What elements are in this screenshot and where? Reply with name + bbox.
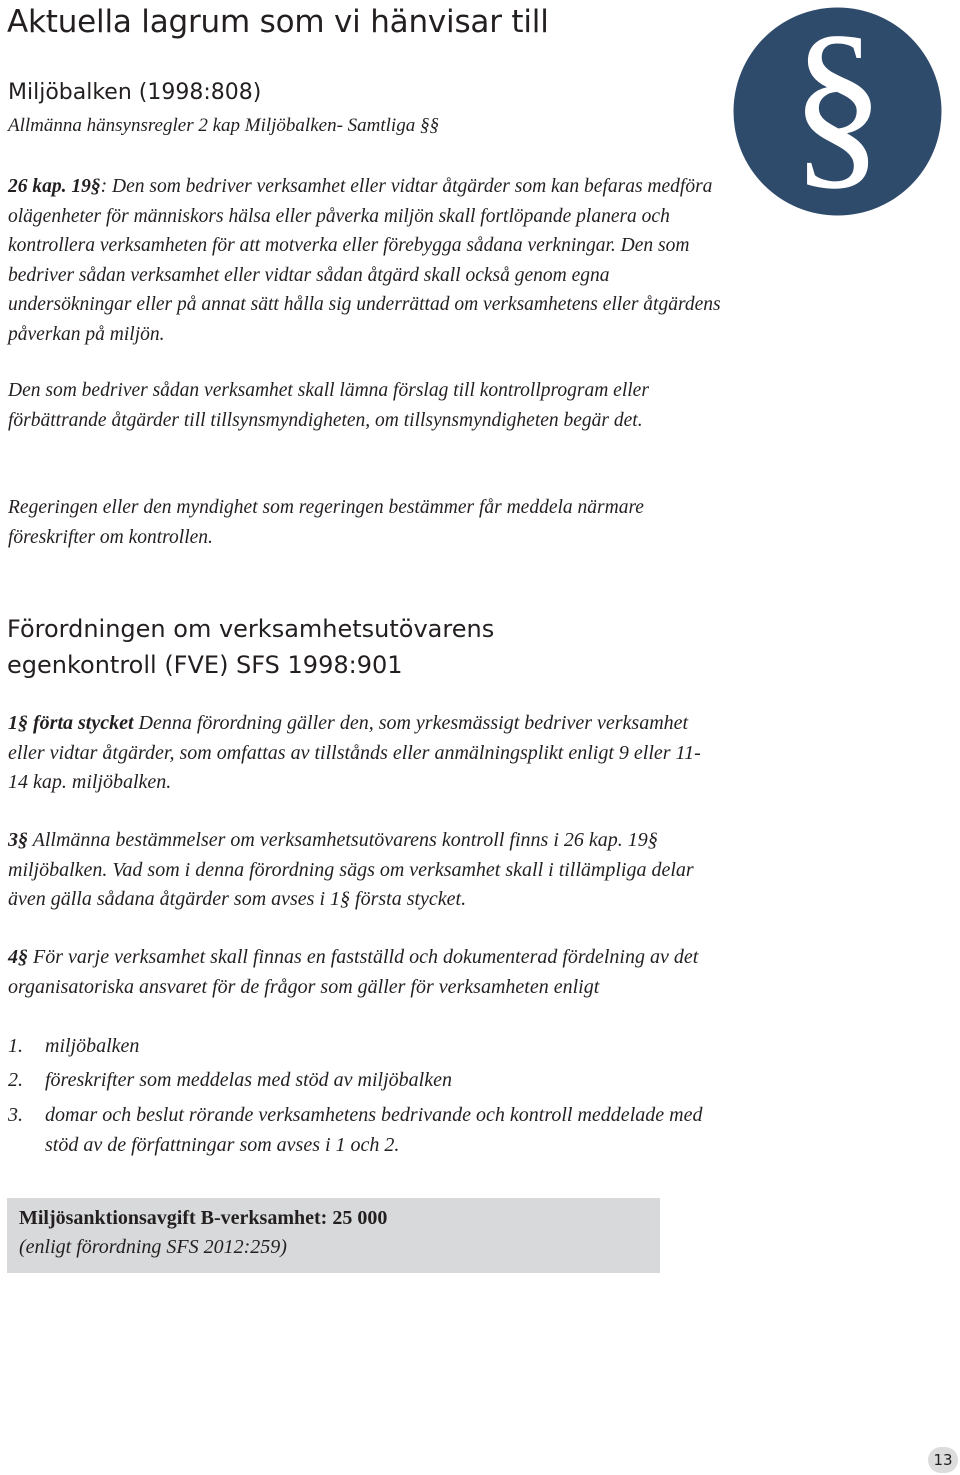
list-item-number: 3. — [8, 1104, 23, 1126]
fve-section-3-ref: 3§ — [8, 829, 28, 851]
page-number-badge: 13 — [928, 1447, 958, 1473]
list-item — [8, 1066, 708, 1096]
list-item-number: 1. — [8, 1035, 23, 1057]
law-paragraph-2: Den som bedriver sådan verksamhet skall lämna förslag till kontrollprogram eller förbättrande åtgärder till tillsynsmyndigheten, om tillsynsmyndigheten begär det. — [8, 380, 649, 431]
fve-section-4-text: För varje verksamhet skall finnas en fastställd och dokumenterad fördelning av det organisatoriska ansvaret för de frågor som gäller för verksamheten enligt — [8, 946, 699, 998]
law-title: Miljöbalken (1998:808) — [8, 80, 262, 105]
fve-section-1-ref: 1§ förta stycket — [8, 712, 134, 734]
fve-section-3 — [8, 826, 708, 915]
list-item — [8, 1101, 708, 1160]
list-item — [8, 1032, 708, 1062]
fve-section-4-ref: 4§ — [8, 946, 28, 968]
paragraph-icon — [733, 7, 942, 216]
paragraph-circle-svg — [733, 7, 942, 216]
law-subtitle: Allmänna hänsynsregler 2 kap Miljöbalken- Samtliga §§ — [8, 115, 439, 136]
list-item-text: föreskrifter som meddelas med stöd av miljöbalken — [45, 1069, 452, 1091]
fve-section-3-text: Allmänna bestämmelser om verksamhetsutövarens kontroll finns i 26 kap. 19§ miljöbalken. Vad som i denna förordning sägs om verksamhet skall i tillämpliga delar även gälla sådana åtgärder som avses i 1§ första stycket. — [8, 829, 694, 910]
fve-title — [7, 611, 494, 683]
list-item-text: domar och beslut rörande verksamhetens bedrivande och kontroll meddelade med stöd av de författningar som avses i 1 och 2. — [45, 1104, 703, 1156]
fve-title-line2: egenkontroll (FVE) SFS 1998:901 — [7, 651, 403, 679]
list-item-text: miljöbalken — [45, 1035, 140, 1057]
fve-section-1 — [8, 709, 708, 798]
law-paragraph-text: : Den som bedriver verksamhet eller vidtar åtgärder som kan befaras medföra olägenheter för människors hälsa eller påverka miljön skall fortlöpande planera och kontrollera verksamheten för att motverka eller förebygga sådana verkningar. Den som bedriver sådan verksamhet eller vidtar sådan åtgärd skall också genom egna undersökningar eller på annat sätt hålla sig underrättad om verksamhetens eller åtgärdens påverkan på miljön. — [8, 176, 721, 345]
paragraph-glyph: § — [790, 7, 885, 207]
sanction-box — [7, 1198, 660, 1273]
fve-section-4 — [8, 943, 708, 1002]
law-paragraph-3: Regeringen eller den myndighet som regeringen bestämmer får meddela närmare föreskrifter om kontrollen. — [8, 497, 644, 548]
sanction-reference: (enligt förordning SFS 2012:259) — [19, 1236, 287, 1258]
sanction-amount: Miljösanktionsavgift B-verksamhet: 25 000 — [19, 1207, 388, 1229]
list-item-number: 2. — [8, 1069, 23, 1091]
fve-section-1-text: Denna förordning gäller den, som yrkesmässigt bedriver verksamhet eller vidtar åtgärder, som omfattas av tillstånds eller anmälningsplikt enligt 9 eller 11-14 kap. miljöbalken. — [8, 712, 701, 793]
law-paragraph-1 — [8, 172, 728, 349]
law-paragraph-ref: 26 kap. 19§ — [8, 176, 101, 197]
fve-title-line1: Förordningen om verksamhetsutövarens — [7, 615, 495, 643]
page-title: Aktuella lagrum som vi hänvisar till — [7, 4, 549, 40]
